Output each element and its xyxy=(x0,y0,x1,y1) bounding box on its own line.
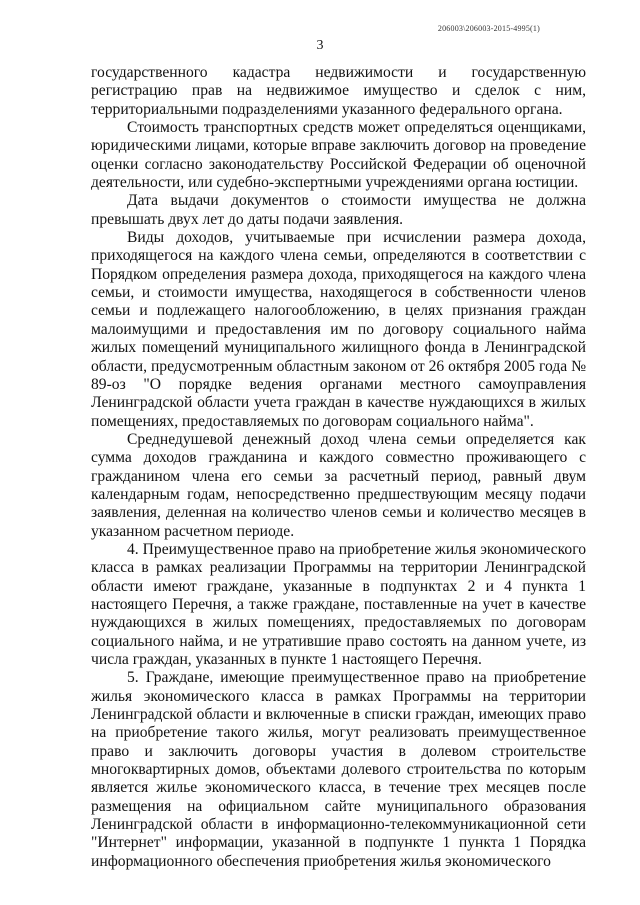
paragraph-item-5: 5. Граждане, имеющие преимущественное право на приобретение жилья экономического класса в рамках Программы на территории Ленинградской области и включенные в списки граждан, имеющих право на приобретение такого жилья, могут реализовать преимущественное право и заключить договоры участия в долевом строительстве многоквартирных домов, объектами долевого строительства по которым является жилье экономического класса, в течение трех месяцев после размещения на официальном сайте муниципального образования Ленинградской области в информационно-телекоммуникационной сети "Интернет" информации, указанной в подпункте 1 пункта 1 Порядка информационного обеспечения приобретения жилья экономического xyxy=(91,669,586,870)
document-body xyxy=(91,64,586,871)
paragraph-continuation: государственного кадастра недвижимости и государственную регистрацию прав на недвижимое имущество и сделок с ним, территориальными подразделениями указанного федерального органа. xyxy=(91,64,586,118)
paragraph-vehicle-valuation: Стоимость транспортных средств может определяться оценщиками, юридическими лицами, которые вправе заключить договор на проведение оценки согласно законодательству Российской Федерации об оценочной деятельности, или судебно-экспертными учреждениями органа юстиции. xyxy=(91,119,586,192)
paragraph-income-types: Виды доходов, учитываемые при исчислении размера дохода, приходящегося на каждого члена семьи, определяются в соответствии с Порядком определения размера дохода, приходящегося на каждого члена семьи, и стоимости имущества, находящегося в собственности членов семьи и подлежащего налогообложению, в целях признания граждан малоимущими и предоставления им по договору социального найма жилых помещений муниципального жилищного фонда в Ленинградской области, предусмотренным областным законом от 26 октября 2005 года № 89-оз "О порядке ведения органами местного самоуправления Ленинградской области учета граждан в качестве нуждающихся в жилых помещениях, предоставляемых по договорам социального найма". xyxy=(91,229,586,430)
page-number: 3 xyxy=(316,38,324,53)
paragraph-item-4: 4. Преимущественное право на приобретение жилья экономического класса в рамках реализации Программы на территории Ленинградской области имеют граждане, указанные в подпунктах 2 и 4 пункта 1 настоящего Перечня, а также граждане, поставленные на учет в качестве нуждающихся в жилых помещениях, предоставляемых по договорам социального найма, и не утратившие право состоять на данном учете, из числа граждан, указанных в пункте 1 настоящего Перечня. xyxy=(91,540,586,668)
document-id: 206003\206003-2015-4995(1) xyxy=(437,24,540,33)
paragraph-document-date: Дата выдачи документов о стоимости имущества не должна превышать двух лет до даты подачи заявления. xyxy=(91,192,586,228)
paragraph-per-capita-income: Среднедушевой денежный доход члена семьи определяется как сумма доходов гражданина и каждого совместно проживающего с гражданином члена его семьи за расчетный период, равный двум календарным годам, непосредственно предшествующим месяцу подачи заявления, деленная на количество членов семьи и количество месяцев в указанном расчетном периоде. xyxy=(91,430,586,540)
